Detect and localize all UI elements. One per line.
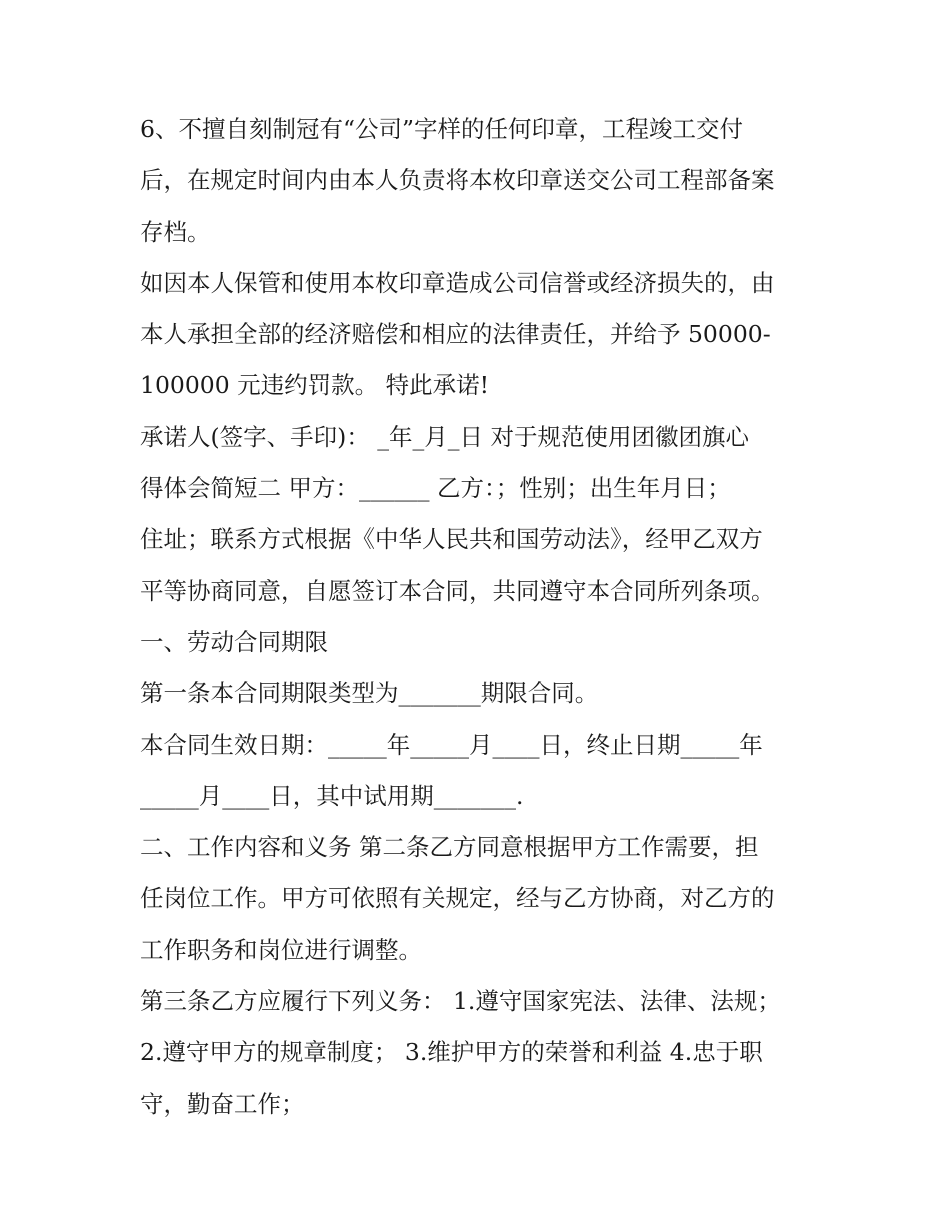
text-line-3: 存档。 (140, 217, 211, 246)
text-line-16: 任岗位工作。甲方可依照有关规定，经与乙方协商，对乙方的 (140, 884, 775, 913)
text-line-10: 平等协商同意，自愿签订本合同，共同遵守本合同所列条项。 (140, 576, 775, 605)
text-line-13: 本合同生效日期：_____年_____月____日，终止日期_____年 (140, 730, 763, 759)
text-line-6: 100000 元违约罚款。 特此承诺! (140, 371, 490, 400)
section-heading-contract-term: 一、劳动合同期限 (140, 627, 328, 656)
text-line-1: 6、不擅自刻制冠有“公司”字样的任何印章，工程竣工交付 (140, 115, 743, 143)
text-line-9: 住址；联系方式根据《中华人民共和国劳动法》，经甲乙双方 (140, 525, 763, 554)
text-line-17: 工作职务和岗位进行调整。 (140, 935, 422, 964)
text-line-20: 守，勤奋工作； (140, 1089, 305, 1118)
document-body (140, 104, 820, 1130)
text-line-8: 得体会简短二 甲方：______ 乙方：；性别；出生年月日； (140, 474, 731, 503)
text-line-15: 二、工作内容和义务 第二条乙方同意根据甲方工作需要，担 (140, 833, 759, 862)
text-line-14: _____月____日，其中试用期_______. (140, 781, 524, 810)
text-line-4: 如因本人保管和使用本枚印章造成公司信誉或经济损失的，由 (140, 268, 775, 297)
text-line-7: 承诺人(签字、手印)： _年_月_日 对于规范使用团徽团旗心 (140, 422, 750, 451)
text-line-19: 2.遵守甲方的规章制度； 3.维护甲方的荣誉和利益 4.忠于职 (140, 1038, 763, 1067)
text-line-5: 本人承担全部的经济赔偿和相应的法律责任，并给予 50000- (140, 320, 771, 349)
text-line-2: 后，在规定时间内由本人负责将本枚印章送交公司工程部备案 (140, 166, 775, 195)
text-line-12: 第一条本合同期限类型为_______期限合同。 (140, 679, 599, 708)
text-line-18: 第三条乙方应履行下列义务： 1.遵守国家宪法、法律、法规； (140, 987, 781, 1016)
